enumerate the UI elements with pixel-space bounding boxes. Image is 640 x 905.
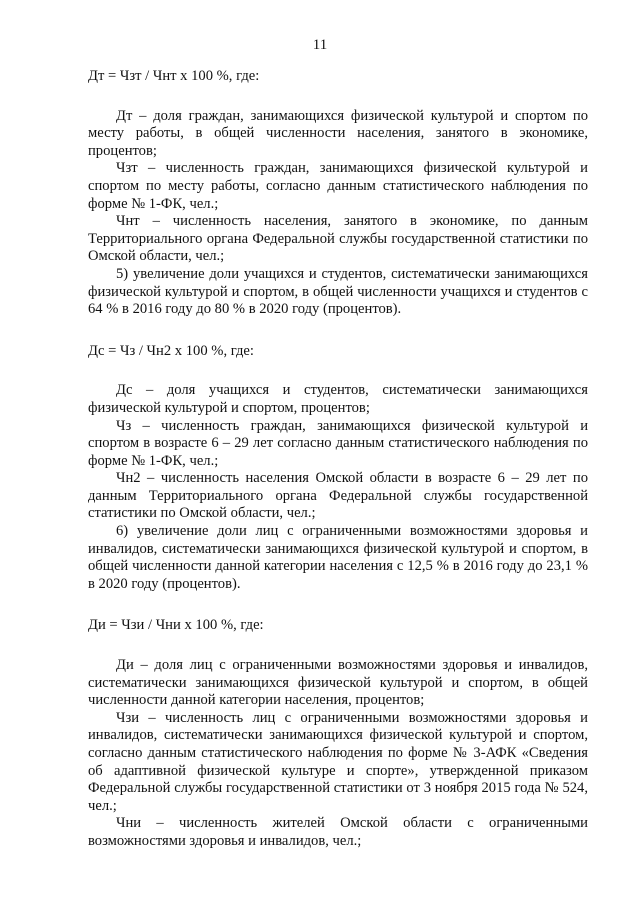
page-number: 11	[312, 37, 328, 53]
definition-chz: Чз – численность граждан, занимающихся физической культурой и спортом в возрасте 6 – 29 лет согласно данным статистического наблюдения по форме № 1-ФК, чел.;	[88, 417, 588, 469]
item-6: 6) увеличение доли лиц с ограниченными возможностями здоровья и инвалидов, систематически занимающихся физической культурой и спортом, в общей численности данной категории населения с 12,5 % в 2016 году до 23,1 % в 2020 году (процентов).	[88, 523, 588, 592]
item-5: 5) увеличение доли учащихся и студентов, систематически занимающихся физической культурой и спортом, в общей численности учащихся и студентов с 64 % в 2016 году до 80 % в 2020 году (процентов).	[88, 265, 588, 318]
formula-dt: Дт = Чзт / Чнт х 100 %, где:	[88, 68, 260, 84]
formula-di: Ди = Чзи / Чни х 100 %, где:	[88, 617, 264, 634]
definition-dt: Дт – доля граждан, занимающихся физической культурой и спортом по месту работы, в общей численности населения, занятого в экономике, процентов;	[88, 107, 588, 159]
definition-chn2: Чн2 – численность населения Омской области в возрасте 6 – 29 лет по данным Территориального органа Федеральной службы государственной статистики по Омской области, чел.;	[88, 470, 588, 522]
definition-chzi: Чзи – численность лиц с ограниченными возможностями здоровья и инвалидов, систематически занимающихся физической культурой и спортом, согласно данным статистического наблюдения по форме № 3-АФК «Сведения об адаптивной физической культуре и спорте», утвержденной приказом Федеральной службы государственной статистики от 3 ноября 2015 года № 524, чел.;	[88, 709, 588, 814]
definition-chni: Чни – численность жителей Омской области с ограниченными возможностями здоровья и инвалидов, чел.;	[88, 815, 588, 849]
formula-ds: Дс = Чз / Чн2 х 100 %, где:	[88, 342, 254, 359]
document-body	[88, 68, 588, 851]
definition-chnt: Чнт – численность населения, занятого в экономике, по данным Территориального органа Федеральной службы государственной статистики по Омской области, чел.;	[88, 213, 588, 265]
definition-di: Ди – доля лиц с ограниченными возможностями здоровья и инвалидов, систематически занимающихся физической культурой и спортом, в общей численности данной категории населения, процентов;	[88, 657, 588, 709]
definition-ds: Дс – доля учащихся и студентов, систематически занимающихся физической культурой и спортом, процентов;	[88, 382, 588, 416]
definition-chzt: Чзт – численность граждан, занимающихся физической культурой и спортом по месту работы, согласно данным статистического наблюдения по форме № 1-ФК, чел.;	[88, 160, 588, 212]
